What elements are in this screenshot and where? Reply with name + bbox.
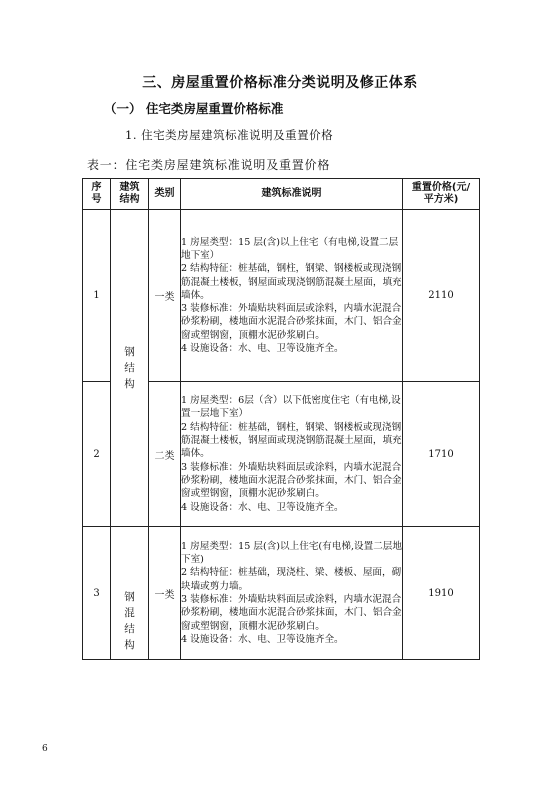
row-num: 1 xyxy=(83,210,111,382)
desc-line: 2 结构特征：桩基础，现浇柱、梁、楼板、屋面，砌块墙或剪力墙。 xyxy=(181,567,402,592)
desc-line: 2 结构特征：桩基础，钢柱，钢梁、钢楼板或现浇钢筋混凝土楼板，钢屋面或现浇钢筋混凝土屋面，填充墙体。 xyxy=(181,421,402,460)
row-num: 3 xyxy=(83,527,111,660)
row-class: 一类 xyxy=(149,210,181,382)
table-header-row xyxy=(83,179,480,210)
row-num: 2 xyxy=(83,382,111,527)
price-table xyxy=(82,178,480,660)
desc-line: 4 设施设备：水、电、卫等设施齐全。 xyxy=(181,501,344,513)
row-desc xyxy=(181,527,403,660)
table-row xyxy=(83,210,480,382)
desc-line: 1 房屋类型：15 层(含)以上住宅(有电梯,设置二层地下室) xyxy=(181,540,402,566)
table-row xyxy=(83,527,480,660)
section-title: 三、房屋重置价格标准分类说明及修正体系 xyxy=(142,75,418,91)
subsection-title: （一） 住宅类房屋重置价格标准 xyxy=(104,101,284,116)
struct-concrete: 钢混结构 xyxy=(111,527,149,660)
header-price: 重置价格(元/平方米) xyxy=(403,179,480,210)
desc-line: 1 房屋类型：6层（含）以下低密度住宅（有电梯,设置一层地下室） xyxy=(181,395,401,420)
row-price: 1910 xyxy=(403,527,480,660)
header-num: 序号 xyxy=(83,179,111,210)
item-title: 1. 住宅类房屋建筑标准说明及重置价格 xyxy=(125,128,334,142)
row-class: 二类 xyxy=(149,382,181,527)
page-number: 6 xyxy=(42,744,48,754)
row-desc xyxy=(181,382,403,527)
header-class: 类别 xyxy=(149,179,181,210)
desc-line: 3 装修标准：外墙贴块料面层或涂料，内墙水泥混合砂浆粉刷，楼地面水泥混合砂浆抹面，木门、铝合金窗或塑钢窗，顶棚水泥砂浆刷白。 xyxy=(181,461,402,500)
row-price: 1710 xyxy=(403,382,480,527)
table-caption: 表一：住宅类房屋建筑标准说明及重置价格 xyxy=(87,158,331,172)
desc-line: 1 房屋类型：15 层(含)以上住宅（有电梯,设置二层地下室） xyxy=(181,236,399,261)
desc-line: 4 设施设备：水、电、卫等设施齐全。 xyxy=(181,343,344,355)
row-desc xyxy=(181,210,403,382)
desc-line: 4 设施设备：水、电、卫等设施齐全。 xyxy=(181,633,344,645)
desc-line: 3 装修标准：外墙贴块料面层或涂料，内墙水泥混合砂浆粉刷，楼地面水泥混合砂浆抹面，木门、铝合金窗或塑钢窗，顶棚水泥砂浆刷白。 xyxy=(181,303,402,341)
row-class: 一类 xyxy=(149,527,181,660)
struct-steel: 钢结构 xyxy=(111,210,149,527)
row-price: 2110 xyxy=(403,210,480,382)
desc-line: 3 装修标准：外墙贴块料面层或涂料，内墙水泥混合砂浆粉刷，楼地面水泥混合砂浆抹面，木门、铝合金窗或塑钢窗，顶棚水泥砂浆刷白。 xyxy=(181,594,402,632)
header-struct: 建筑结构 xyxy=(111,179,149,210)
desc-line: 2 结构特征：桩基础，钢柱，钢梁、钢楼板或现浇钢筋混凝土楼板，钢屋面或现浇钢筋混凝土屋面，填充墙体。 xyxy=(181,263,402,301)
header-desc: 建筑标准说明 xyxy=(181,179,403,210)
